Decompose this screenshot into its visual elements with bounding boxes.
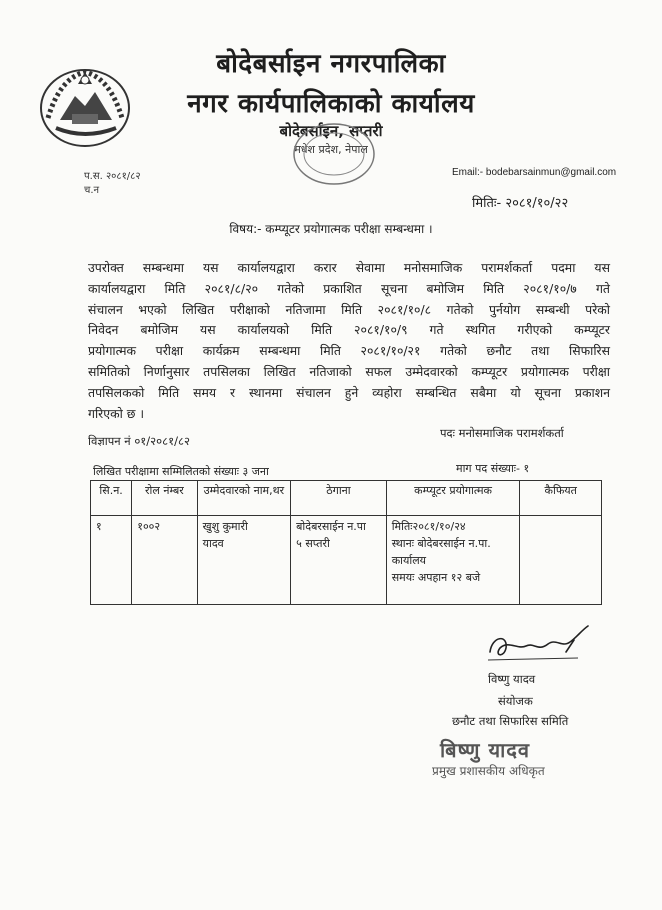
- post-name: पदः मनोसमाजिक परामर्शकर्ता: [440, 426, 564, 440]
- office-place: बोदेबर्साइन, सप्तरी: [279, 122, 383, 140]
- cell-name-first: खुशु कुमारी: [202, 520, 248, 533]
- cell-name: [197, 516, 291, 605]
- results-table: [90, 480, 602, 605]
- body-line: निवेदन बमोजिम यस कार्यालयको मिति २०८१/१०/९ गते स्थगित गरीएको कम्प्यूटर: [88, 322, 610, 338]
- col-header-computer-practical: कम्प्यूटर प्रयोगात्मक: [386, 481, 520, 516]
- signatory-role: संयोजक: [498, 694, 533, 708]
- cell-roll: १००२: [132, 516, 197, 605]
- demand-post-count: माग पद संख्याः- १: [456, 462, 530, 475]
- municipality-name: बोदेबर्साइन नगरपालिका: [216, 49, 446, 79]
- col-header-roll: रोल नंम्बर: [132, 481, 197, 516]
- cell-address: [291, 516, 387, 605]
- signature-image: [478, 622, 598, 668]
- cell-computer-practical: [386, 516, 520, 605]
- cell-exam-place: स्थानः बोदेबरसाईन न.पा.: [391, 537, 491, 550]
- signatory-committee: छनौट तथा सिफारिस समिति: [452, 714, 569, 728]
- col-header-remarks: कैफियत: [520, 481, 602, 516]
- dispatch-number: च.न: [84, 185, 100, 196]
- office-name: नगर कार्यपालिकाको कार्यालय: [187, 89, 475, 119]
- cell-name-last: यादव: [202, 537, 224, 550]
- office-email: Email:- bodebarsainmun@gmail.com: [452, 167, 617, 178]
- province-name: मधेश प्रदेश, नेपाल: [294, 143, 368, 156]
- body-line: प्रयोगात्मक परीक्षा कार्यक्रम सम्बन्धमा मिति २०८१/१०/२१ गतेको छनौट तथा सिफारिस: [88, 343, 610, 359]
- body-line: समितिको निर्णानुसार तपसिलका लिखित नतिजाको सफल उम्मेदवारको कम्प्यूटर प्रयोगात्मक परीक्षा: [88, 363, 610, 379]
- cell-sn: १: [91, 516, 132, 605]
- advertisement-number: विज्ञापन नं ०१/२०८१/८२: [88, 434, 190, 448]
- notice-body: [88, 258, 610, 424]
- cell-address-line1: बोदेबरसाईन न.पा: [296, 520, 366, 533]
- reference-block: [84, 170, 141, 198]
- body-line: कार्यालयद्वारा मिति २०८१/८/२० गतेको प्रकाशित सूचना बमोजिम मिति २०८१/१०/७ गते: [88, 280, 610, 296]
- notice-subject: विषय:- कम्प्यूटर प्रयोगात्मक परीक्षा सम्बन्धमा ।: [229, 222, 433, 236]
- table-header-row: [91, 481, 602, 516]
- exam-participant-count: लिखित परीक्षामा सम्मिलितको संख्याः ३ जना: [93, 465, 269, 478]
- reference-number: प.स. २०८१/८२: [84, 171, 141, 182]
- notice-date: मितिः- २०८१/१०/२२: [472, 196, 569, 211]
- cell-exam-time: समयः अपहान १२ बजे: [391, 571, 481, 584]
- body-line: उपरोक्त सम्बन्धमा यस कार्यालयद्वारा करार सेवामा मनोसमाजिक परामर्शकर्ता पदमा यस: [88, 260, 610, 275]
- office-stamp-icon: [288, 120, 380, 188]
- officer-role-stamp: प्रमुख प्रशासकीय अधिकृत: [432, 764, 545, 778]
- body-line: संचालन भएको लिखित परीक्षाको नतिजामा मिति २०८१/१०/८ गतेको पुर्नयोग सम्बन्धी परेको: [88, 301, 610, 317]
- cell-exam-date: मितिः२०८१/१०/२४: [391, 520, 466, 533]
- cell-exam-place-2: कार्यालय: [391, 554, 427, 567]
- cell-address-line2: ५ सप्तरी: [296, 537, 330, 550]
- col-header-address: ठेगाना: [291, 481, 387, 516]
- col-header-name: उम्मेदवारको नाम,थर: [197, 481, 291, 516]
- body-line: गरिएको छ ।: [88, 405, 145, 421]
- col-header-sn: सि.न.: [91, 481, 132, 516]
- table-row: [91, 516, 602, 605]
- signatory-name: विष्णु यादव: [488, 672, 536, 686]
- cell-remarks: [520, 516, 602, 605]
- officer-name-stamp: बिष्णु यादव: [440, 738, 530, 762]
- body-line: तपसिलकको मिति समय र स्थानमा संचालन हुने व्यहोरा सम्बन्धित सबैमा यो सूचना प्रकाशन: [88, 384, 610, 400]
